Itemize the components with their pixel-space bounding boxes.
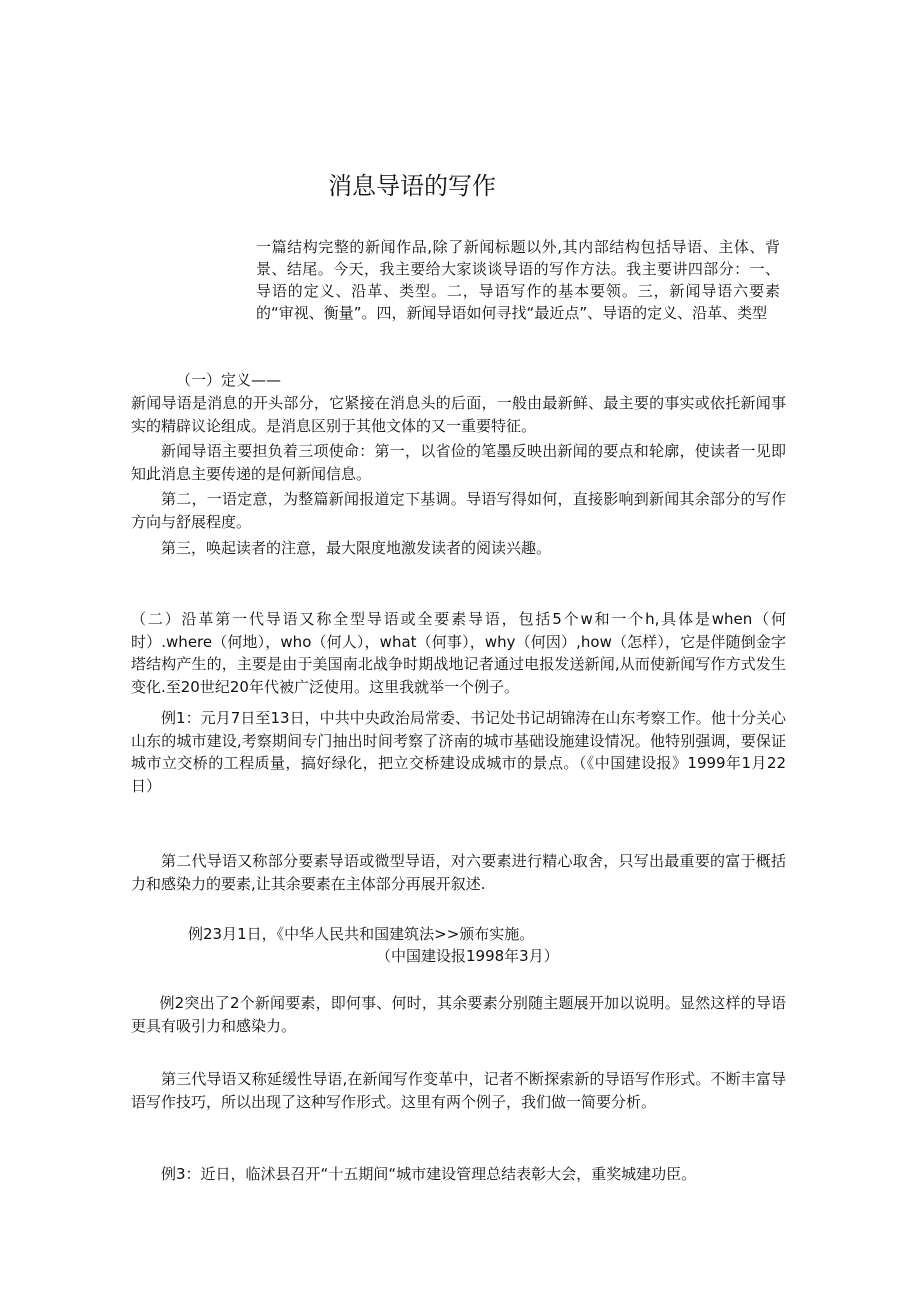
second-generation-paragraph: 第二代导语又称部分要素导语或微型导语，对六要素进行精心取舍，只写出最重要的富于概括力和感染力的要素,让其余要素在主体部分再展开叙述. bbox=[131, 852, 786, 893]
history-paragraph: （二）沿革第一代导语又称全型导语或全要素导语，包括5个w和一个h,具体是when（何时）.where（何地），who（何人），what（何事），why（何因）,how（怎样），它是伴随倒金字塔结构产生的，主要是由于美国南北战争时期战地记者通过电报发送新闻,从而使新闻写作方式发生变化.至20世纪20年代被广泛使用。这里我就举一个例子。 bbox=[131, 610, 786, 696]
example3-paragraph: 例3：近日，临沭县召开“十五期间“城市建设管理总结表彰大会，重奖城建功臣。 bbox=[161, 1165, 697, 1183]
example2-line: 例23月1日，《中华人民共和国建筑法>>颁布实施。 bbox=[188, 925, 535, 943]
third-mission-paragraph: 第三，唤起读者的注意，最大限度地激发读者的阅读兴趣。 bbox=[161, 539, 552, 557]
example2-source: （中国建设报1998年3月） bbox=[376, 947, 559, 965]
third-generation-paragraph: 第三代导语又称延缓性导语,在新闻写作变革中，记者不断探索新的导语写作形式。不断丰富导语写作技巧，所以出现了这种写作形式。这里有两个例子，我们做一简要分析。 bbox=[131, 1070, 786, 1111]
document-title: 消息导语的写作 bbox=[328, 172, 496, 200]
intro-paragraph: 一篇结构完整的新闻作品,除了新闻标题以外,其内部结构包括导语、主体、背景、结尾。今天，我主要给大家谈谈导语的写作方法。我主要讲四部分：一、导语的定义、沿革、类型。二，导语写作的基本要领。三，新闻导语六要素的“审视、衡量”。四，新闻导语如何寻找“最近点”、导语的定义、沿革、类型 bbox=[256, 238, 780, 322]
definition-paragraph: 新闻导语是消息的开头部分，它紧接在消息头的后面，一般由最新鲜、最主要的事实或依托新闻事实的精辟议论组成。是消息区别于其他文体的又一重要特征。 bbox=[131, 394, 786, 435]
missions-paragraph: 新闻导语主要担负着三项使命：第一，以省俭的笔墨反映出新闻的要点和轮廓，使读者一见即知此消息主要传递的是何新闻信息。 bbox=[131, 442, 786, 483]
second-mission-paragraph: 第二，一语定意，为整篇新闻报道定下基调。导语写得如何，直接影响到新闻其余部分的写作方向与舒展程度。 bbox=[131, 490, 786, 531]
example1-paragraph: 例1：元月7日至13日，中共中央政治局常委、书记处书记胡锦涛在山东考察工作。他十分关心山东的城市建设,考察期间专门抽出时间考察了济南的城市基础设施建设情况。他特别强调，要保证城市立交桥的工程质量，搞好绿化，把立交桥建设成城市的景点。（《中国建设报》1999年1月22日） bbox=[131, 709, 786, 795]
section-heading-definition: （一）定义—— bbox=[176, 371, 282, 389]
example2-comment: 例2突出了2个新闻要素，即何事、何时，其余要素分别随主题展开加以说明。显然这样的导语更具有吸引力和感染力。 bbox=[131, 994, 786, 1035]
